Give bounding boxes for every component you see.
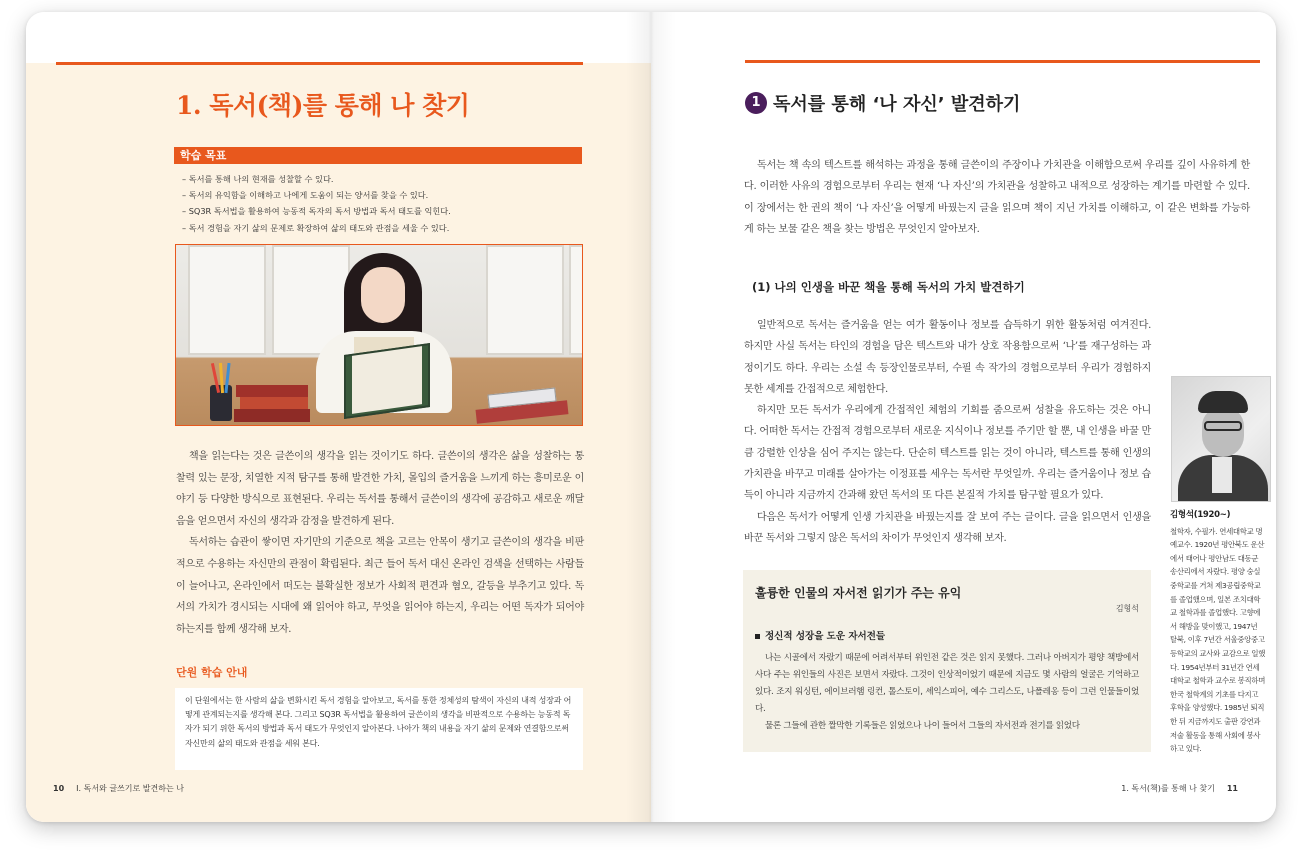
essay-subheading <box>755 628 1139 642</box>
section-number-badge: 1 <box>745 92 767 114</box>
book-stack <box>234 409 310 422</box>
essay-subheading-text: 정신적 성장을 도운 자서전들 <box>765 631 886 642</box>
author-name: 김형석(1920~) <box>1170 510 1231 520</box>
learning-goals-label: 학습 목표 <box>174 147 582 164</box>
textbook-spread <box>26 12 1276 822</box>
window-pane <box>486 245 564 355</box>
subsection-title: (1) 나의 인생을 바꾼 책을 통해 독서의 가치 발견하기 <box>752 280 1025 294</box>
left-footer <box>53 783 184 794</box>
open-book-pages <box>352 346 422 414</box>
right-page <box>651 12 1276 822</box>
essay-author: 김형석 <box>1115 604 1139 613</box>
running-head: 1. 독서(책)를 통해 나 찾기 <box>1121 784 1215 793</box>
goal-item: – 독서 경험을 자기 삶의 문제로 확장하여 삶의 태도와 관점을 세울 수 있다. <box>182 222 450 233</box>
page-number: 10 <box>53 784 65 793</box>
goal-item: – 독서의 유익함을 이해하고 나에게 도움이 되는 양서를 찾을 수 있다. <box>182 190 429 201</box>
author-bio-text: 철학자, 수필가. 연세대학교 명예교수. 1920년 평안북도 운산에서 태어나 평안남도 대동군 송산리에서 자랐다. 평양 숭실중학교를 거쳐 제3공립중학교를 졸업했으며, 일본 조치대학교 철학과를 졸업했다. 고향에서 해방을 맞이했고, 1947년 탈북, 이후 7년간 서울중앙중고등학교의 교사와 교감으로 일했다. 1954년부터 31년간 연세대학교 철학과 교수로 봉직하며 한국 철학계의 기초를 다지고 후학을 양성했다. 1985년 퇴직한 뒤 지금까지도 출판 강연과 저술 활동을 통해 사회에 봉사하고 있다. <box>1170 526 1266 754</box>
section-intro <box>744 155 1250 240</box>
paragraph: 책을 읽는다는 것은 글쓴이의 생각을 읽는 것이기도 하다. 글쓴이의 생각은 삶을 성찰하는 통찰력 있는 문장, 치열한 지적 탐구를 통해 발견한 가치, 몰입의 즐거움을 느끼게 하는 흥미로운 이야기 등 다양한 방식으로 표현된다. 우리는 독서를 통해서 글쓴이의 생각에 공감하고 새로운 깨달음을 얻으면서 자신의 생각과 감정을 발견하게 된다. <box>176 451 584 527</box>
paragraph: 나는 시골에서 자랐기 때문에 어려서부터 위인전 같은 것은 읽지 못했다. 그러나 아버지가 평양 책방에서 사다 주는 위인들의 사진은 보면서 자랐다. 그것이 인상적이었기 때문에 지금도 몇 사람의 얼굴은 기억하고 있다. 조지 워싱턴, 에이브러햄 링컨, 톨스토이, 셰익스피어, 예수 그리스도, 나폴레옹 등이 그런 인물들이었다. <box>755 653 1139 714</box>
learning-goals-list <box>182 171 582 236</box>
right-footer <box>1121 783 1238 794</box>
goal-item: – SQ3R 독서법을 활용하여 능동적 독자의 독서 방법과 독서 태도를 익힌다. <box>182 206 451 217</box>
paragraph: 독서는 책 속의 텍스트를 해석하는 과정을 통해 글쓴이의 주장이나 가치관을 이해함으로써 우리를 깊이 사유하게 한다. 이러한 사유의 경험으로부터 우리는 현재 ‘나 자신’의 가치관을 성찰하고 내적으로 성장하는 계기를 마련할 수 있다. 이 장에서는 한 권의 책이 ‘나 자신’을 어떻게 바꿨는지 글을 읽으며 책이 지닌 가치를 이해하고, 이 같은 변화를 가능하게 하는 보물 같은 책을 찾는 방법은 무엇인지 알아보자. <box>744 160 1250 235</box>
chapter-title: 1. 독서(책)를 통해 나 찾기 <box>176 91 470 120</box>
page-number: 11 <box>1226 784 1238 793</box>
section-title <box>745 90 1020 116</box>
paragraph: 다음은 독서가 어떻게 인생 가치관을 바꿨는지를 잘 보여 주는 글이다. 글을 읽으면서 인생을 바꾼 독서와 그렇지 않은 독서의 차이가 무엇인지 생각해 보자. <box>744 511 1151 544</box>
reading-girl-photo <box>175 244 583 426</box>
portrait-hat <box>1198 391 1248 413</box>
top-rule <box>745 60 1260 63</box>
essay-excerpt-box <box>743 570 1151 752</box>
portrait-collar <box>1212 457 1232 493</box>
window-pane <box>569 245 583 355</box>
portrait-face <box>1202 407 1244 457</box>
goal-item: – 독서를 통해 나의 현재를 성찰할 수 있다. <box>182 174 334 184</box>
left-page <box>26 12 651 822</box>
book-stack <box>240 397 308 409</box>
running-head: Ⅰ. 독서와 글쓰기로 발견하는 나 <box>76 784 184 793</box>
top-rule <box>56 62 583 65</box>
author-portrait <box>1171 376 1271 502</box>
unit-guide-title: 단원 학습 안내 <box>176 666 248 679</box>
portrait-glasses <box>1204 421 1242 431</box>
essay-body <box>755 650 1139 735</box>
left-body-text <box>176 446 584 640</box>
square-bullet-icon <box>755 634 760 639</box>
paragraph: 독서하는 습관이 쌓이면 자기만의 기준으로 책을 고르는 안목이 생기고 글쓴이의 생각을 비판적으로 수용하는 자신만의 관점이 확립된다. 최근 들어 독서 대신 온라인 검색을 선택하는 사람들이 늘어나고, 온라인에서 떠도는 불확실한 정보가 사회적 편견과 혐오, 갈등을 부추기고 있다. 독서의 가치가 경시되는 시대에 왜 읽어야 하고, 무엇을 읽어야 하는지, 우리는 어떤 독자가 되어야 하는지를 함께 생각해 보자. <box>176 537 584 635</box>
paragraph: 물론 그들에 관한 짤막한 기록들은 읽었으나 나이 들어서 그들의 자서전과 전기를 읽었다 <box>765 721 1080 731</box>
right-body-text <box>744 315 1151 549</box>
author-bio <box>1170 509 1266 756</box>
paragraph: 일반적으로 독서는 즐거움을 얻는 여가 활동이나 정보를 습득하기 위한 활동처럼 여겨진다. 하지만 사실 독서는 타인의 경험을 담은 텍스트와 내가 상호 작용함으로써 ‘나’를 재구성하는 과정이기도 하다. 우리는 소설 속 등장인물로부터, 수필 속 작가의 경험으로부터 우리가 경험하지 못한 세계를 간접적으로 체험한다. <box>744 320 1151 395</box>
window-pane <box>188 245 266 355</box>
essay-title: 훌륭한 인물의 자서전 읽기가 주는 유익 <box>755 586 962 600</box>
girl-face <box>361 267 405 323</box>
unit-guide-box: 이 단원에서는 한 사람의 삶을 변화시킨 독서 경험을 알아보고, 독서를 통한 정체성의 탐색이 자신의 내적 성장과 어떻게 관계되는지를 생각해 본다. 그리고 SQ3R 독서법을 활용하여 글쓴이의 생각을 비판적으로 수용하는 능동적 독자가 되기 위한 독서의 방법과 독서 태도가 무엇인지 알아본다. 나아가 책의 내용을 자기 삶의 문제와 연결함으로써 자신만의 삶의 태도와 관점을 세워 본다. <box>175 688 583 770</box>
paragraph: 하지만 모든 독서가 우리에게 간접적인 체험의 기회를 줌으로써 성찰을 유도하는 것은 아니다. 어떠한 독서는 간접적 경험으로부터 새로운 지식이나 정보를 주기만 할 뿐, 내 인생을 바꿀 만큼 강렬한 인상을 심어 주지는 않는다. 단순히 텍스트를 읽는 것이 아니라, 텍스트를 통해 인생의 가치관을 바꾸고 미래를 살아가는 이정표를 세우는 독서란 무엇일까. 우리는 즐거움이나 정보 습득이 아니라 지금까지 간과해 왔던 독서의 또 다른 본질적 가치를 탐구할 필요가 있다. <box>744 405 1151 502</box>
book-stack <box>236 385 308 397</box>
section-title-text: 독서를 통해 ‘나 자신’ 발견하기 <box>773 94 1021 115</box>
